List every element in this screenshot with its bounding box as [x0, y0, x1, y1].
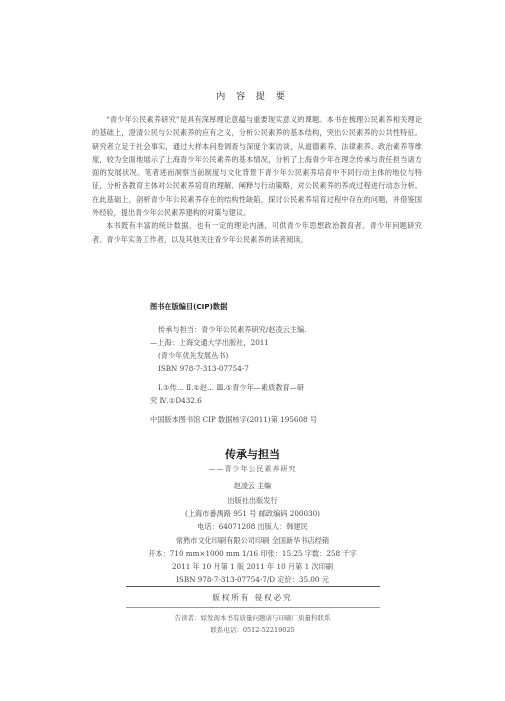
summary-title: 内 容 提 要	[216, 92, 289, 102]
imprint-address: (上海市番禺路 951 号 邮政编码 200030)	[185, 509, 320, 519]
imprint-isbn-price: ISBN 978-7-313-07754-7/D 定价：35.00 元	[176, 575, 329, 585]
summary-paragraph-2: 本书既有丰富的统计数据，也有一定的理论内涵，可供青少年思想政治教育者、青少年问题研究者、青少年实务工作者，以及其他关注青少年公民素养的读者阅读。	[92, 221, 422, 244]
imprint-specs: 开本：710 mm×1000 mm 1/16 印张：15.25 字数：258 千字	[148, 548, 357, 558]
reader-notice	[0, 612, 505, 636]
cip-classification-1: Ⅰ.①传… Ⅱ.①赵… Ⅲ.①青少年—素质教育—研	[158, 383, 305, 392]
cip-block	[150, 300, 410, 426]
book-title: 传承与担当	[225, 448, 280, 461]
summary-paragraph-1: “青少年公民素养研究”是具有深厚理论意蕴与重要现实意义的课题。本书在梳理公民素养相关理论的基础上，澄清公民与公民素养的应有之义，分析公民素养的基本结构，突出公民素养的公共性特征。研究者立足于社会事实，通过大样本问卷调查与深度个案访谈，从道德素养、法律素养、政治素养等维度，较为全面地展示了上海青少年公民素养的基本情况，分析了上海青少年在理念传承与责任担当诸方面的发展状况。笔者进而洞察当前制度与文化背景下青少年公民素养培育中不同行动主体的地位与特征，分析各教育主体对公民素养培育的理解、阐释与行动策略，对公民素养的养成过程进行动态分析。在此基础上，剖析青少年公民素养存在的结构性缺陷，探讨公民素养培育过程中存在的问题，并借鉴国外经验，提出青少年公民素养建构的对策与建议。	[92, 115, 422, 218]
reader-notice-line-2: 联系电话：0512-52219025	[210, 626, 295, 634]
cip-line-title: 传承与担当：青少年公民素养研究/赵凌云主编.	[158, 325, 307, 334]
cip-classification-2: 究 Ⅳ.①D432.6	[150, 396, 202, 405]
cip-record: 中国版本图书馆 CIP 数据核字(2011)第 195608 号	[150, 415, 318, 424]
cip-heading: 图书在版编目(CIP)数据	[150, 302, 228, 311]
book-editor: 赵凌云 主编	[233, 482, 272, 490]
divider-top	[126, 586, 380, 587]
reader-notice-line-1: 告读者：如发现本书有质量问题请与印刷厂质量科联系	[174, 614, 331, 622]
cip-line-isbn: ISBN 978-7-313-07754-7	[158, 364, 249, 373]
cip-line-series: (青少年优先发展丛书)	[158, 351, 229, 360]
imprint-printer: 常熟市文化印刷有限公司印刷 全国新华书店经销	[175, 535, 330, 545]
imprint-phone: 电话：64071208 出版人：韩建民	[197, 522, 308, 532]
copyright-notice: 版权所有 侵权必究	[212, 593, 293, 602]
cip-line-publisher: —上海：上海交通大学出版社，2011	[150, 338, 269, 347]
imprint-block	[0, 494, 505, 586]
imprint-publisher: 出版社出版发行	[227, 496, 278, 505]
summary-body	[92, 113, 422, 246]
imprint-edition: 2011 年 10 月第 1 版 2011 年 10 月第 1 次印刷	[171, 562, 334, 572]
divider-bottom	[126, 607, 380, 608]
book-subtitle: ——青少年公民素养研究	[208, 465, 297, 473]
